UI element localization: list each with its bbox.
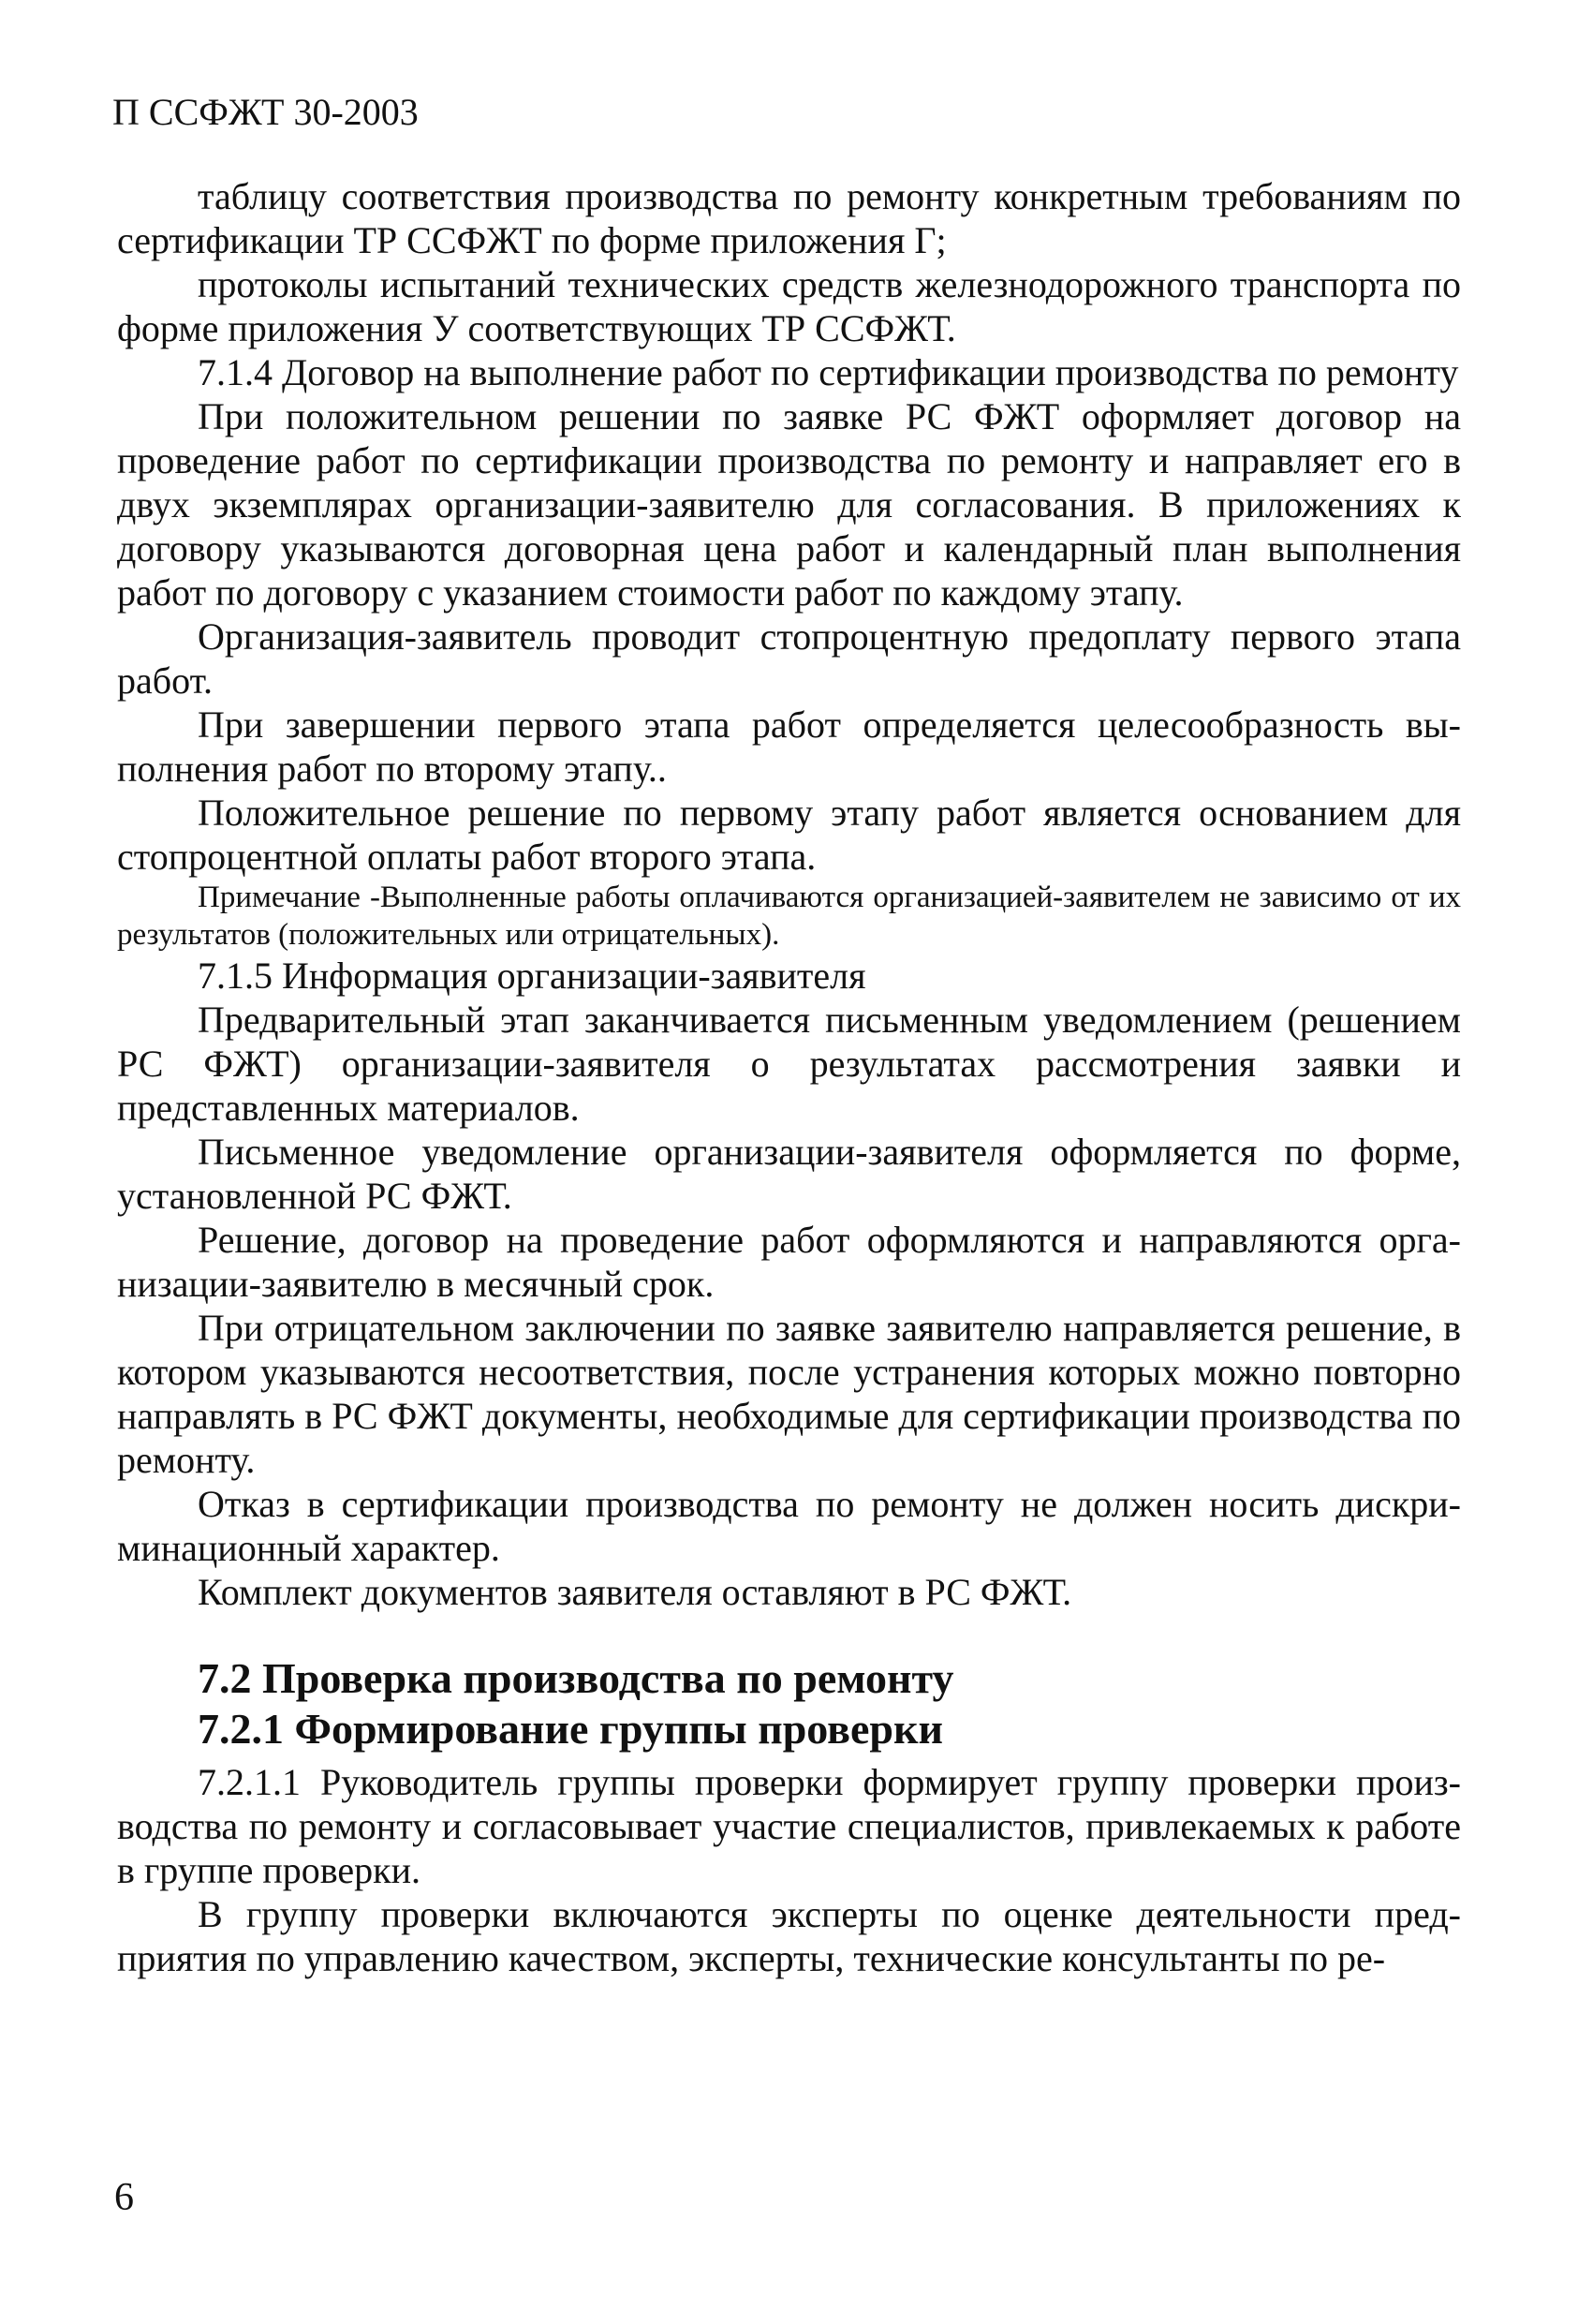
clause-title: 7.1.4 Договор на выполнение работ по сертификации производства по ремонту — [198, 351, 1459, 393]
subsection-heading: 7.2.1 Формирование группы проверки — [198, 1705, 944, 1753]
paragraph: При завершении первого этапа работ определяется целесообразность выполнения работ по второму этапу.. — [117, 703, 1461, 790]
paragraph: В группу проверки включаются эксперты по оценке деятельности предприятия по управлению качеством, эксперты, технические консультанты по ре- — [117, 1893, 1461, 1979]
paragraph: Положительное решение по первому этапу работ является основанием для стопроцентной оплаты работ второго этапа. — [117, 792, 1461, 878]
document-code: П ССФЖТ 30-2003 — [112, 91, 419, 133]
paragraph: таблицу соответствия производства по ремонту конкретным требованиям по сертификации ТР ССФЖТ по форме приложения Г; — [117, 175, 1461, 261]
paragraph: При положительном решении по заявке РС ФЖТ оформляет договор на проведение работ по сертификации производства по ремонту и направляет его в двух экземплярах организации-заявителю для согласования. В приложениях к договору указываются договорная цена работ и календарный план выполнения работ по договору с указанием стоимости работ по каждому этапу. — [117, 395, 1461, 614]
paragraph: протоколы испытаний технических средств железнодорожного транспорта по форме приложения У соответствующих ТР ССФЖТ. — [117, 263, 1461, 349]
paragraph: Отказ в сертификации производства по ремонту не должен носить дискриминационный характер. — [117, 1483, 1461, 1569]
page-number: 6 — [114, 2176, 134, 2219]
paragraph: Письменное уведомление организации-заявителя оформляется по форме, установленной РС ФЖТ. — [117, 1131, 1461, 1217]
document-body — [117, 174, 1461, 1980]
paragraph: Комплект документов заявителя оставляют в РС ФЖТ. — [198, 1571, 1072, 1613]
paragraph: Организация-заявитель проводит стопроцентную предоплату первого этапа работ. — [117, 615, 1461, 702]
clause-title: 7.1.5 Информация организации-заявителя — [198, 955, 866, 997]
section-heading: 7.2 Проверка производства по ремонту — [198, 1654, 954, 1702]
paragraph: Решение, договор на проведение работ оформляются и направляются организации-заявителю в месячный срок. — [117, 1219, 1461, 1305]
paragraph: Предварительный этап заканчивается письменным уведомлением (решением РС ФЖТ) организации-заявителя о результатах рассмотрения заявки и представленных материалов. — [117, 999, 1461, 1129]
paragraph: При отрицательном заключении по заявке заявителю направляется решение, в котором указываются несоответствия, после устранения которых можно повторно направлять в РС ФЖТ документы, необходимые для сертификации производства по ремонту. — [117, 1307, 1461, 1481]
paragraph: 7.2.1.1 Руководитель группы проверки формирует группу проверки производства по ремонту и согласовывает участие специалистов, привлекаемых к работе в группе проверки. — [117, 1761, 1461, 1891]
note: Примечание -Выполненные работы оплачиваются организацией-заявителем не зависимо от их результатов (положительных или отрицательных). — [117, 881, 1461, 952]
